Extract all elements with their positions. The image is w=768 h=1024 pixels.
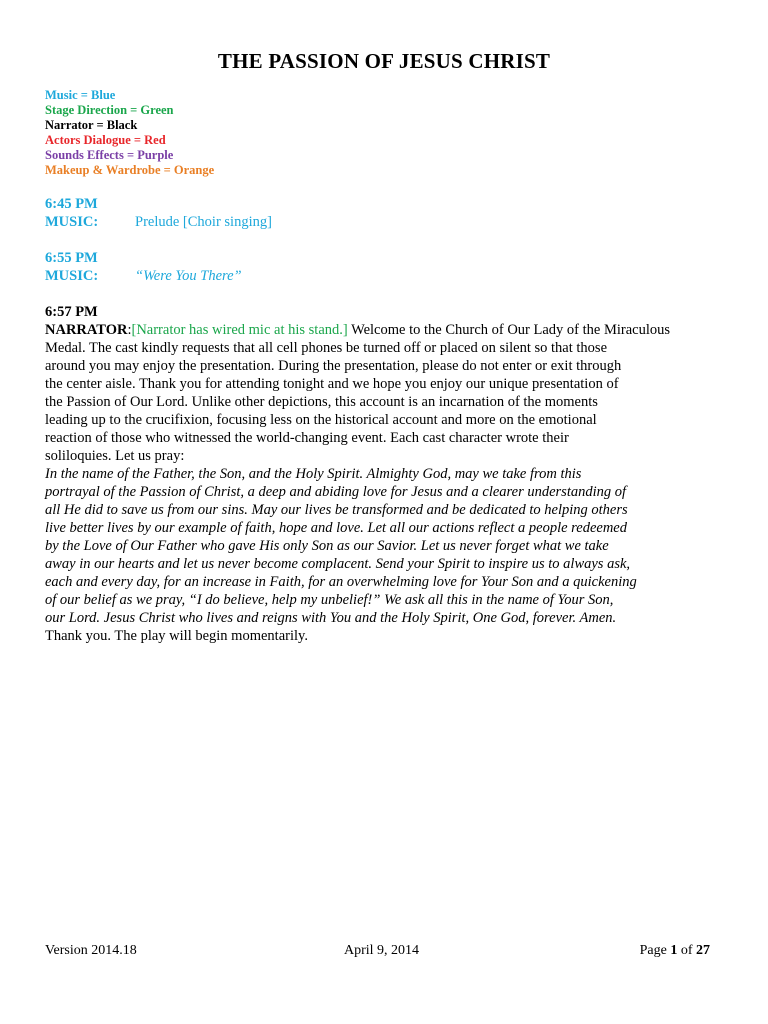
- narration-section: [45, 303, 725, 645]
- legend-stage-direction: Stage Direction = Green: [45, 103, 174, 117]
- footer-date: April 9, 2014: [344, 943, 420, 958]
- narration-first-text: Welcome to the Church of Our Lady of the Miraculous: [347, 322, 671, 338]
- legend-makeup-wardrobe: Makeup & Wardrobe = Orange: [45, 163, 215, 177]
- cue-value: Prelude [Choir singing]: [135, 214, 272, 230]
- legend-narrator: Narrator = Black: [45, 118, 138, 132]
- narration-body: Medal. The cast kindly requests that all cell phones be turned off or placed on silent so that those around you may enjoy the presentation. During the presentation, please do not enter or exit through the center aisle. Thank you for attending tonight and we hope you enjoy our unique presentation of the Passion of Our Lord. Unlike other depictions, this account is an incarnation of the moments leading up to the crucifixion, focusing less on the historical account and more on the emotional reaction of those who witnessed the world-changing event. Each cast character wrote their soliloquies. Let us pray:: [45, 340, 622, 464]
- narrator-colon: :: [127, 322, 132, 338]
- legend-music: Music = Blue: [45, 88, 116, 102]
- page-prefix: Page: [639, 943, 671, 958]
- cue-value: “Were You There”: [135, 268, 242, 284]
- cue-label: MUSIC:: [45, 268, 99, 284]
- page-footer: [45, 943, 710, 961]
- prayer-text: In the name of the Father, the Son, and the Holy Spirit. Almighty God, may we take from this portrayal of the Passion of Christ, a deep and abiding love for Jesus and a clearer understanding of all He did to save us from our sins. May our lives be transformed and be dedicated to helping others live better lives by our example of faith, hope and love. Let all our actions reflect a people redeemed by the Love of Our Father who gave His only Son as our Savior. Let us never forget what we take away in our hearts and let us never become complacent. Send your Spirit to inspire us to always ask, each and every day, for an increase in Faith, for an overwhelming love for Your Son and a quickening of our belief as we pray, “I do believe, help my unbelief!” We ask all this in the name of Your Son, our Lord. Jesus Christ who lives and reigns with You and the Holy Spirit, One God, forever. Amen.: [45, 466, 637, 626]
- page-current: 1: [670, 943, 678, 958]
- legend-sound-effects: Sounds Effects = Purple: [45, 148, 174, 162]
- narration-time: 6:57 PM: [45, 304, 98, 320]
- closing-text: Thank you. The play will begin momentarily.: [45, 628, 308, 644]
- footer-page-number: [640, 943, 710, 959]
- cue-time: 6:45 PM: [45, 196, 98, 212]
- narrator-label: NARRATOR: [45, 322, 128, 338]
- music-cue: [45, 249, 242, 285]
- footer-version: Version 2014.18: [45, 943, 137, 958]
- cue-time: 6:55 PM: [45, 250, 98, 266]
- stage-direction: [Narrator has wired mic at his stand.]: [131, 322, 348, 338]
- narration-first-line: [45, 321, 725, 339]
- legend-actors-dialogue: Actors Dialogue = Red: [45, 133, 166, 147]
- page-title: THE PASSION OF JESUS CHRIST: [217, 49, 551, 73]
- cue-label: MUSIC:: [45, 214, 99, 230]
- music-cue: [45, 195, 272, 231]
- page-of: of: [677, 943, 696, 958]
- color-legend: [45, 88, 214, 178]
- page-total: 27: [696, 943, 710, 958]
